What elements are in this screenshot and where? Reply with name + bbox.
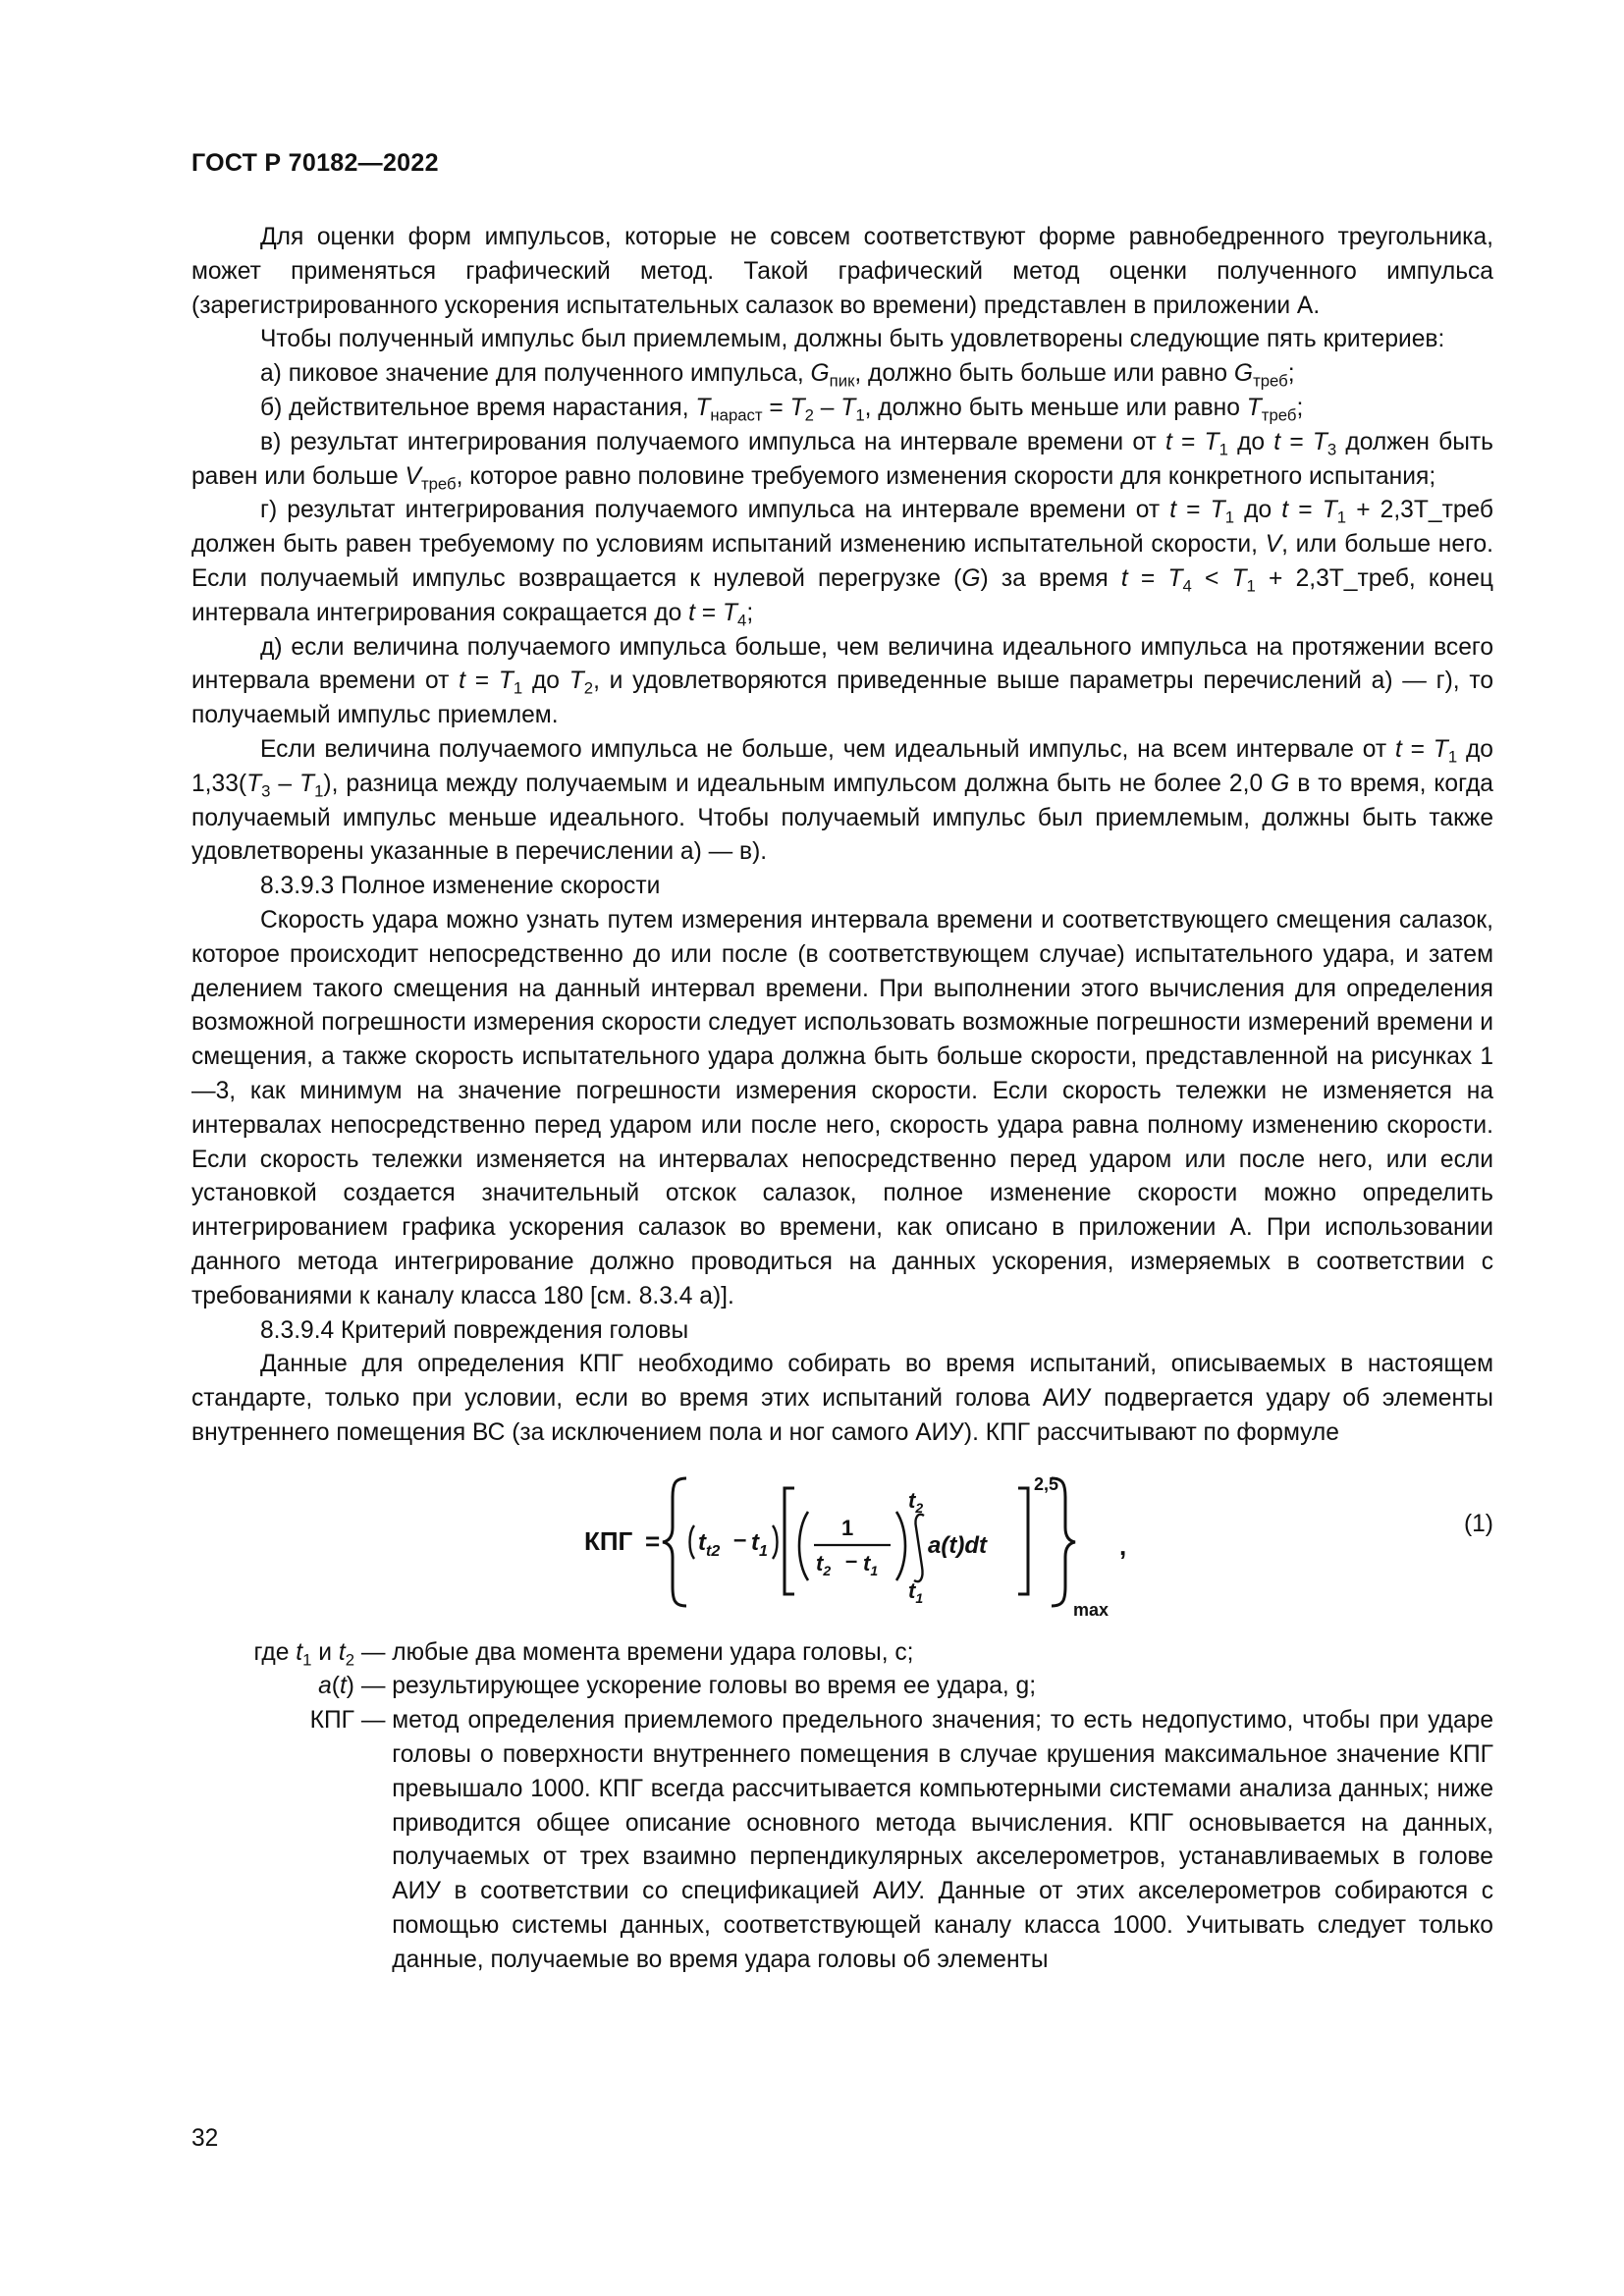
definition-desc: любые два момента времени удара головы, с; [392, 1638, 914, 1666]
body-text [191, 221, 1493, 1978]
paragraph-velocity-change: Скорость удара можно узнать путем измерения интервала времени и соответствующего смещения салазок, которое происходит непосредственно до или после (в соответствующем случае) испытательного удара, и затем делением такого смещения на данный интервал времени. При выполнении этого вычисления для определения возможной погрешности измерения скорости следует использовать возможные погрешности измерений времени и смещения, а также скорость испытательного удара должна быть больше скорости, представленной на рисунках 1—3, как минимум на значение погрешности измерения скорости. Если скорость тележки не изменяется на интервалах непосредственно перед ударом или после него, скорость удара равна полному изменению скорости. Если скорость тележки изменяется на интервалах непосредственно перед ударом или после него, или если установкой создается значительный отскок салазок, полное изменение скорости можно определить интегрированием графика ускорения салазок во времени, как описано в приложении А. При использовании данного метода интегрирование должно проводиться на данных ускорения, измеряемых в соответствии с требованиями к каналу класса 180 [см. 8.3.4 а)]. [191, 906, 1493, 1309]
fraction-paren-open-icon [799, 1512, 808, 1580]
section-heading-8-3-9-3: 8.3.9.3 Полное изменение скорости [260, 873, 661, 900]
criterion-a: а) пиковое значение для полученного импульса, $G_{пик}$, должно быть больше или равно $G_{треб}$; [260, 360, 1295, 391]
page-number: 32 [191, 2125, 219, 2152]
paragraph-ideal-impulse: Если величина получаемого импульса не больше, чем идеальный импульс, на всем интервале от $t = T_1$ до $1,33(T_3 - T_1)$, разница между получаемым и идеальным импульсом должна быть не более 2,0 G в то время, когда получаемый импульс меньше идеального. Чтобы получаемый импульс был приемлемым, должны быть также удовлетворены указанные в перечислении а) — в). [191, 735, 1493, 866]
paragraph-graphic-method: Для оценки форм импульсов, которые не совсем соответствуют форме равнобедренного треугольника, может применяться графический метод. Такой графический метод оценки полученного импульса (зарегистрированного ускорения испытательных салазок во времени) представлен в приложении А. [191, 224, 1493, 319]
formula-comma: , [1119, 1530, 1127, 1561]
formula-t1-b: $t_1$ [863, 1550, 879, 1578]
definition-desc: метод определения приемлемого предельного значения; то есть недопустимо, чтобы при ударе головы о поверхности внутреннего помещения в случае крушения максимальное значение КПГ превышало 1000. КПГ всегда рассчитывается компьютерными системами анализа данных; ниже приводится общее описание основного метода вычисления. КПГ основывается на данных, получаемых от трех взаимно перпендикулярных акселерометров, устанавливаемых в голове АИУ в соответствии со спецификацией АИУ. Данные от этих акселерометров собираются с помощью системы данных, соответствующей каналу класса 1000. Учитывать следует только данные, получаемые во время удара головы об элементы [392, 1707, 1493, 1973]
definition-term: КПГ [309, 1707, 354, 1735]
fraction-paren-close-icon [896, 1512, 905, 1580]
hic-formula [584, 1468, 1291, 1620]
definition-desc: результирующее ускорение головы во время ее удара, g; [392, 1673, 1037, 1700]
document-header: ГОСТ Р 70182—2022 [191, 149, 439, 177]
formula-one: 1 [841, 1515, 854, 1540]
formula-t2-a: $t_{t2}$ [698, 1528, 721, 1560]
left-brace-icon [663, 1478, 686, 1606]
section-heading-8-3-9-4: 8.3.9.4 Критерий повреждения головы [260, 1316, 689, 1344]
integral-sign-icon [914, 1514, 924, 1580]
paragraph-criteria-intro: Чтобы полученный импульс был приемлемым, должны быть удовлетворены следующие пять критериев: [260, 326, 1445, 353]
formula-row [191, 1459, 1493, 1630]
criterion-g: г) результат интегрирования получаемого импульса на интервале времени от $t = T_1$ до $t = T_1$ + 2,3T_треб должен быть равен требуемому по условиям испытаний изменению испытательной скорости, V, или больше него. Если получаемый импульс возвращается к нулевой перегрузке (G) за время $t = T_4 < T_1$ + 2,3T_треб, конец интервала интегрирования сокращается до $t = T_4$; [191, 497, 1494, 630]
paragraph-hic-intro: Данные для определения КПГ необходимо собирать во время испытаний, описываемых в настоящем стандарте, только при условии, если во время этих испытаний голова АИУ подвергается удару об элементы внутреннего помещения ВС (за исключением пола и ног самого АИУ). КПГ рассчитывают по формуле [191, 1351, 1493, 1446]
formula-integrand: a(t)dt [928, 1531, 987, 1559]
formula-lhs: КПГ [584, 1525, 633, 1556]
formula-definitions [191, 1636, 1493, 1978]
hic-formula-graphic [584, 1468, 1291, 1620]
formula-minus-b: – [845, 1547, 858, 1573]
definition-dash: — [354, 1707, 393, 1735]
formula-exponent: 2,5 [1034, 1473, 1059, 1494]
criterion-b: б) действительное время нарастания, $T_{нараст} = T_2 - T_1$, должно быть меньше или равно $T_{треб}$; [260, 394, 1304, 425]
definition-a-t [191, 1670, 1493, 1704]
definition-hic [191, 1704, 1493, 1977]
definition-term: a(t) [318, 1673, 354, 1700]
formula-t2-b: $t_2$ [816, 1550, 832, 1578]
paren-close-icon [773, 1525, 778, 1559]
formula-number: (1) [1463, 1510, 1493, 1537]
criterion-d: д) если величина получаемого импульса больше, чем величина идеального импульса на протяжении всего интервала времени от $t = T_1$ до $T_2$, и удовлетворяются приведенные выше параметры перечислений а) — г), то получаемый импульс приемлем. [191, 633, 1494, 729]
integral-lower-limit: $t_1$ [908, 1577, 924, 1606]
formula-t1-a: $t_1$ [751, 1528, 768, 1560]
formula-max-subscript: max [1073, 1599, 1110, 1620]
right-bracket-icon [1018, 1488, 1028, 1594]
right-brace-icon [1052, 1478, 1075, 1606]
paren-open-icon [690, 1525, 695, 1559]
formula-equals: = [645, 1525, 661, 1556]
definition-t1-t2 [191, 1636, 1493, 1671]
definition-dash: — [354, 1673, 393, 1700]
definition-dash: — [354, 1638, 393, 1666]
definition-term: где $t_1$ и $t_2$ [253, 1638, 354, 1670]
left-bracket-icon [785, 1488, 794, 1594]
integral-upper-limit: $t_2$ [908, 1487, 924, 1516]
formula-minus-a: – [733, 1525, 747, 1553]
criterion-v: в) результат интегрирования получаемого импульса на интервале времени от $t = T_1$ до $t = T_3$ должен быть равен или больше $V_{треб}$, которое равно половине требуемого изменения скорости для конкретного испытания; [191, 428, 1493, 493]
